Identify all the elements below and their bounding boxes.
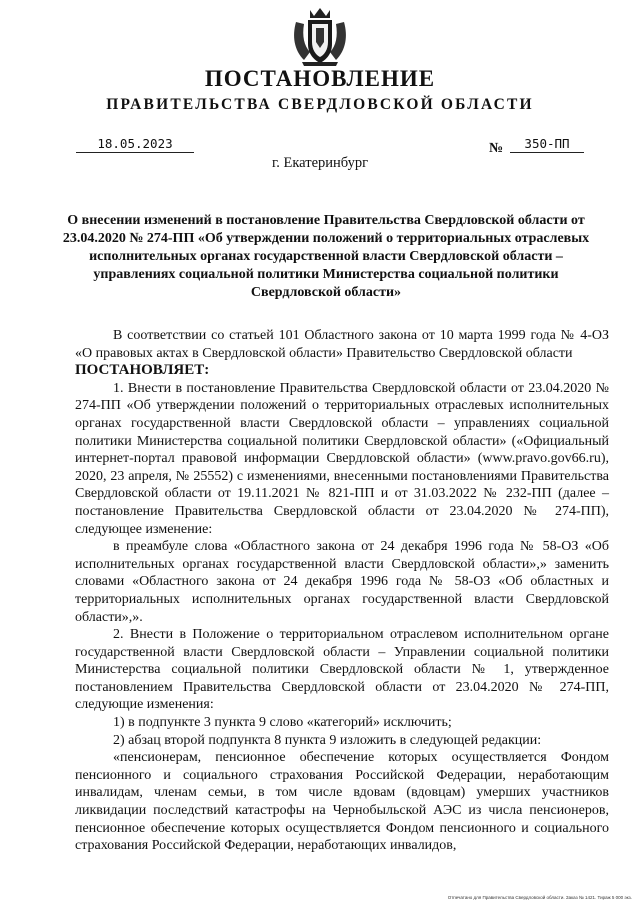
resolves-heading: ПОСТАНОВЛЯЕТ: [75,362,210,379]
document-heading: О внесении изменений в постановление Правительства Свердловской области от 23.04.2020 № 274-ПП «Об утверждении положений о территориальных отраслевых исполнительных органах государственной власти Свердловской области – управлениях социальной политики Министерства социальной политики Свердловской области» [62,213,590,300]
document-body [75,327,609,855]
document-type-title: ПОСТАНОВЛЕНИЕ [204,66,436,91]
clause-2-paragraph: 2. Внести в Положение о территориальном отраслевом исполнительном органе государственной власти Свердловской области – Управлении социальной политики Министерства социальной политики Свердловской области № 1, утвержденное постановлением Правительства Свердловской области от 23.04.2020 № 274-ПП, следующие изменения: [75,627,609,713]
city: г. Екатеринбург [271,155,369,171]
clause-1-paragraph: 1. Внести в постановление Правительства Свердловской области от 23.04.2020 № 274-ПП «Об утверждении положений о территориальных отраслевых исполнительных органах государственной власти Свердловской области – управлениях социальной политики Министерства социальной политики Свердловской области» («Официальный интернет-портал правовой информации Свердловской области» (www.pravo.gov66.ru), 2020, 23 апреля, № 25552) с изменениями, внесенными постановлениями Правительства Свердловской области от 19.11.2021 № 821-ПП и от 31.03.2022 № 232-ПП (далее – постановление Правительства Свердловской области от 23.04.2020 № 274-ПП), следующее изменение: [75,380,609,537]
print-footer: Отпечатано для Правительства Свердловской области. Заказ № 1421. Тираж 5 000 экз. [447,895,632,900]
document-number: 350-ПП [510,136,584,153]
coat-of-arms-icon [290,6,350,68]
subclause-1-paragraph: 1) в подпункте 3 пункта 9 слово «категорий» исключить; [113,715,452,731]
issuing-authority: ПРАВИТЕЛЬСТВА СВЕРДЛОВСКОЙ ОБЛАСТИ [106,96,534,113]
subclause-2-paragraph: 2) абзац второй подпункта 8 пункта 9 изложить в следующей редакции: [113,732,542,748]
document-date: 18.05.2023 [76,136,194,153]
quoted-text-paragraph: «пенсионерам, пенсионное обеспечение которых осуществляется Фондом пенсионного и социального страхования Российской Федерации, неработающим инвалидам, членам семьи, в том числе вдовам (вдовцам) умерших участников ликвидации последствий катастрофы на Чернобыльской АЭС из числа пенсионеров, пенсионное обеспечение которых осуществляется Фондом пенсионного и социального страхования Российской Федерации, неработающих инвалидов, [75,750,609,854]
number-sign: № [489,141,504,156]
clause-1-change-paragraph: в преамбуле слова «Областного закона от 24 декабря 1996 года № 58-ОЗ «Об исполнительных органах государственной власти Свердловской области»,» заменить словами «Областного закона от 24 декабря 1996 года № 58-ОЗ «Об областных и территориальных исполнительных органах государственной власти Свердловской области»,». [75,539,609,625]
preamble-paragraph: В соответствии со статьей 101 Областного закона от 10 марта 1999 года № 4-ОЗ «О правовых актах в Свердловской области» Правительство Свердловской области [75,328,609,361]
